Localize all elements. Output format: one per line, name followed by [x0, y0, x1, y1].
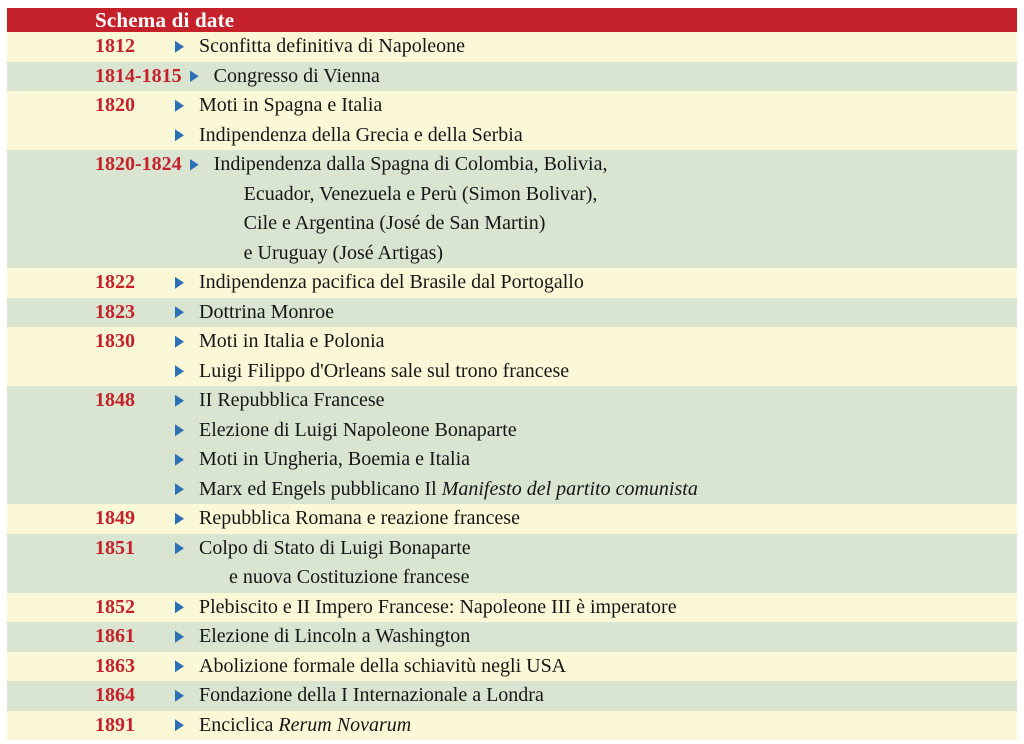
- year-label: 1863: [95, 654, 135, 677]
- text-segment: Indipendenza della Grecia e della Serbia: [199, 123, 523, 146]
- bullet-arrow-icon: [175, 129, 184, 141]
- row-lines: [175, 32, 1017, 62]
- timeline-row: [7, 91, 1017, 150]
- text-segment: Moti in Italia e Polonia: [199, 330, 385, 352]
- text-segment: Congresso di Vienna: [213, 64, 380, 87]
- line-text: [199, 593, 677, 623]
- line-text: [244, 209, 546, 239]
- bullet-arrow-icon: [175, 660, 184, 672]
- timeline-line: [190, 209, 1017, 239]
- line-text: [199, 268, 584, 298]
- text-segment: Repubblica Romana e reazione francese: [199, 507, 520, 529]
- text-segment: II Repubblica Francese: [199, 389, 385, 411]
- timeline-line: [175, 357, 1017, 387]
- row-lines: [175, 91, 1017, 150]
- row-lines: [175, 534, 1017, 593]
- timeline-row: [7, 327, 1017, 386]
- timeline-row: [7, 504, 1017, 534]
- line-text: [229, 563, 469, 593]
- timeline-line: [175, 534, 1017, 564]
- timeline-line: [175, 445, 1017, 475]
- timeline-rows: [7, 32, 1017, 740]
- year-label: 1849: [95, 507, 135, 529]
- bullet-arrow-icon: [175, 513, 184, 525]
- line-text: [199, 416, 517, 446]
- page-title: Schema di date: [95, 8, 235, 32]
- bullet-arrow-icon: [175, 631, 184, 643]
- line-text: [199, 32, 465, 62]
- timeline-page: [7, 8, 1017, 740]
- row-lines: [175, 504, 1017, 534]
- timeline-line: [175, 504, 1017, 534]
- timeline-line: [175, 386, 1017, 416]
- timeline-line: [175, 298, 1017, 328]
- bullet-arrow-icon: [175, 395, 184, 407]
- row-lines: [175, 327, 1017, 386]
- year-label: 1822: [95, 271, 135, 293]
- year-label: 1851: [95, 536, 135, 559]
- timeline-row: [7, 534, 1017, 593]
- bullet-arrow-icon: [175, 542, 184, 554]
- text-segment: e nuova Costituzione francese: [229, 566, 470, 588]
- bullet-arrow-icon: [175, 690, 184, 702]
- year-label: 1820: [95, 94, 135, 116]
- text-segment: Indipendenza pacifica del Brasile dal Portogallo: [199, 271, 584, 293]
- text-segment: Elezione di Lincoln a Washington: [199, 625, 471, 647]
- timeline-row: [7, 386, 1017, 504]
- table-header: [7, 8, 1017, 32]
- timeline-line: [190, 150, 1017, 180]
- text-segment: Fondazione della I Internazionale a Londra: [199, 684, 544, 706]
- timeline-line: [175, 563, 1017, 593]
- year-label: 1820-1824: [95, 153, 182, 175]
- timeline-line: [175, 681, 1017, 711]
- row-lines: [175, 386, 1017, 504]
- line-text: [199, 504, 520, 534]
- bullet-arrow-icon: [175, 424, 184, 436]
- line-text: [199, 298, 334, 328]
- year-label: 1830: [95, 330, 135, 352]
- line-text: [199, 357, 569, 387]
- line-text: [199, 445, 470, 475]
- year-label: 1814-1815: [95, 64, 182, 87]
- bullet-arrow-icon: [175, 277, 184, 289]
- year-label: 1864: [95, 684, 135, 706]
- timeline-row: [7, 62, 1017, 92]
- timeline-line: [175, 416, 1017, 446]
- italic-text-segment: Rerum Novarum: [278, 713, 412, 736]
- timeline-line: [190, 180, 1017, 210]
- timeline-row: [7, 593, 1017, 623]
- timeline-line: [175, 593, 1017, 623]
- line-text: [214, 62, 380, 92]
- text-segment: Sconfitta definitiva di Napoleone: [199, 35, 466, 57]
- text-segment: Moti in Ungheria, Boemia e Italia: [199, 448, 471, 470]
- row-lines: [190, 62, 1017, 92]
- text-segment: Ecuador, Venezuela e Perù (Simon Bolivar),: [243, 182, 598, 205]
- timeline-row: [7, 681, 1017, 711]
- bullet-arrow-icon: [190, 70, 199, 82]
- year-label: 1848: [95, 389, 135, 411]
- timeline-line: [175, 268, 1017, 298]
- text-segment: Colpo di Stato di Luigi Bonaparte: [199, 536, 471, 559]
- row-lines: [175, 681, 1017, 711]
- row-lines: [175, 622, 1017, 652]
- row-lines: [175, 652, 1017, 682]
- bullet-arrow-icon: [175, 365, 184, 377]
- year-label: 1812: [95, 35, 135, 57]
- bullet-arrow-icon: [175, 306, 184, 318]
- line-text: [199, 475, 698, 505]
- timeline-row: [7, 298, 1017, 328]
- timeline-line: [175, 121, 1017, 151]
- bullet-arrow-icon: [175, 601, 184, 613]
- row-lines: [175, 268, 1017, 298]
- line-text: [199, 652, 566, 682]
- italic-text-segment: Manifesto del partito comunista: [441, 477, 698, 500]
- bullet-arrow-icon: [175, 41, 184, 53]
- timeline-line: [175, 327, 1017, 357]
- timeline-line: [175, 475, 1017, 505]
- line-text: [199, 711, 411, 741]
- text-segment: Indipendenza dalla Spagna di Colombia, Bolivia,: [213, 153, 608, 175]
- text-segment: Cile e Argentina (José de San Martin): [243, 212, 546, 234]
- timeline-row: [7, 652, 1017, 682]
- timeline-row: [7, 622, 1017, 652]
- line-text: [199, 681, 544, 711]
- year-label: 1891: [95, 713, 135, 736]
- timeline-line: [175, 622, 1017, 652]
- text-segment: Elezione di Luigi Napoleone Bonaparte: [199, 418, 517, 441]
- row-lines: [175, 711, 1017, 741]
- text-segment: Marx ed Engels pubblicano Il: [199, 477, 442, 500]
- text-segment: Enciclica: [199, 713, 279, 736]
- row-lines: [175, 593, 1017, 623]
- line-text: [199, 121, 523, 151]
- bullet-arrow-icon: [175, 336, 184, 348]
- timeline-line: [190, 239, 1017, 269]
- timeline-row: [7, 711, 1017, 741]
- timeline-row: [7, 268, 1017, 298]
- row-lines: [190, 150, 1017, 268]
- line-text: [199, 91, 382, 121]
- bullet-arrow-icon: [175, 100, 184, 112]
- row-lines: [175, 298, 1017, 328]
- text-segment: Dottrina Monroe: [199, 300, 334, 323]
- line-text: [214, 150, 608, 180]
- year-label: 1861: [95, 625, 135, 647]
- line-text: [199, 386, 384, 416]
- year-label: 1852: [95, 595, 135, 618]
- text-segment: Moti in Spagna e Italia: [199, 94, 383, 116]
- timeline-line: [175, 91, 1017, 121]
- text-segment: Abolizione formale della schiavitù negli USA: [199, 654, 567, 677]
- timeline-line: [175, 652, 1017, 682]
- bullet-arrow-icon: [175, 483, 184, 495]
- timeline-line: [190, 62, 1017, 92]
- line-text: [244, 180, 598, 210]
- text-segment: Luigi Filippo d'Orleans sale sul trono francese: [199, 359, 570, 382]
- bullet-arrow-icon: [175, 719, 184, 731]
- line-text: [199, 327, 385, 357]
- timeline-row: [7, 32, 1017, 62]
- timeline-row: [7, 150, 1017, 268]
- text-segment: Plebiscito e II Impero Francese: Napoleone III è imperatore: [199, 595, 677, 618]
- bullet-arrow-icon: [175, 454, 184, 466]
- timeline-line: [175, 711, 1017, 741]
- text-segment: e Uruguay (José Artigas): [243, 241, 444, 264]
- bullet-arrow-icon: [190, 159, 199, 171]
- line-text: [199, 622, 470, 652]
- year-label: 1823: [95, 300, 135, 323]
- line-text: [244, 239, 443, 269]
- line-text: [199, 534, 471, 564]
- timeline-line: [175, 32, 1017, 62]
